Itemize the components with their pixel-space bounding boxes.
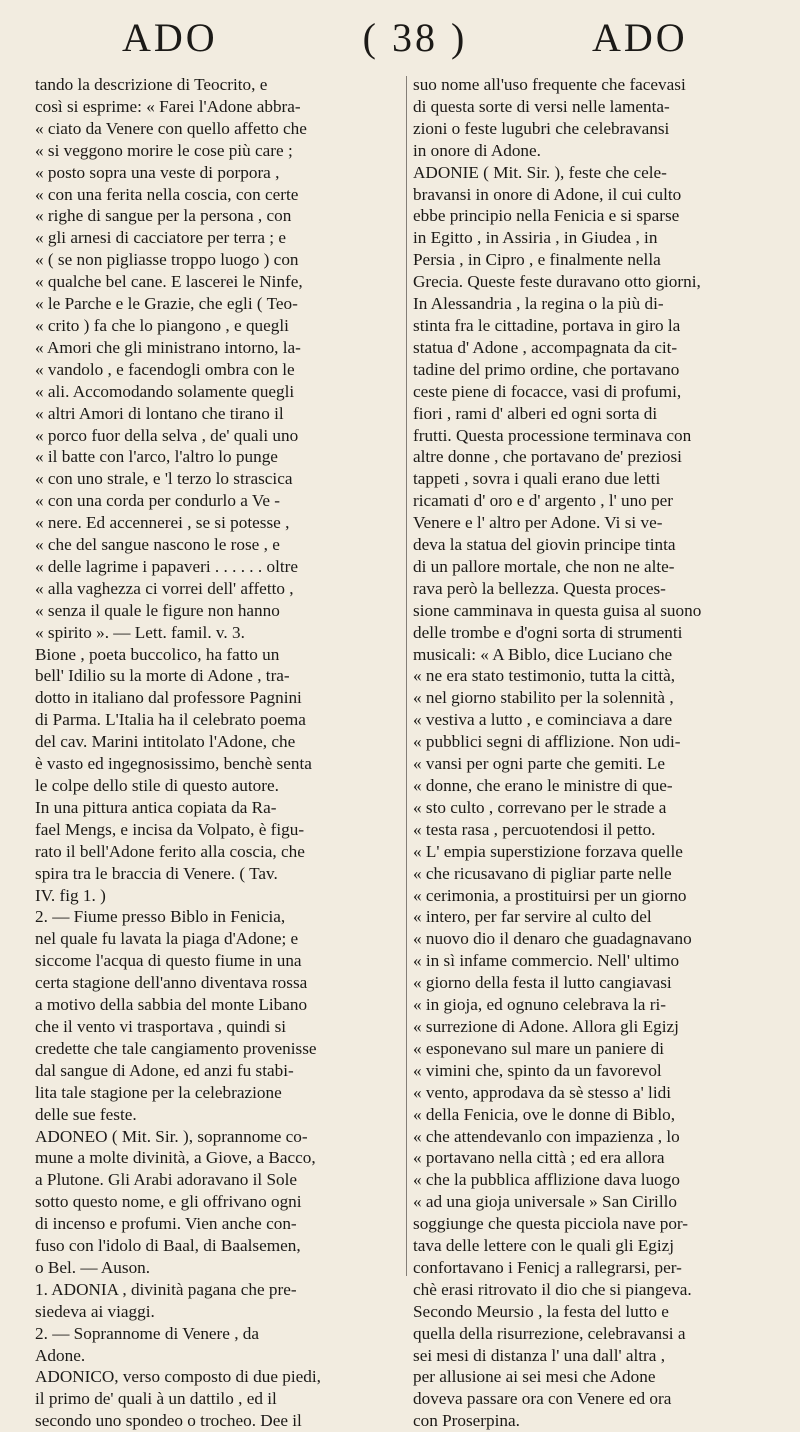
text-line: statua d' Adone , accompagnata da cit- — [413, 337, 678, 357]
text-line: il primo de' quali à un dattilo , ed il — [35, 1389, 277, 1409]
text-line: sotto questo nome, e gli offrivano ogni — [35, 1192, 302, 1212]
text-line: « nere. Ed accennerei , se si potesse , — [35, 513, 290, 533]
text-line: 1. ADONIA , divinità pagana che pre- — [35, 1279, 297, 1299]
text-line: « righe di sangue per la persona , con — [35, 206, 292, 226]
text-line: « pubblici segni di afflizione. Non udi- — [413, 732, 681, 752]
text-line: « ad una gioja universale » San Cirillo — [413, 1192, 677, 1212]
text-line: così si esprime: « Farei l'Adone abbra- — [35, 96, 301, 116]
text-line: mune a molte divinità, a Giove, a Bacco, — [35, 1148, 316, 1168]
text-line: musicali: « A Biblo, dice Luciano che — [413, 644, 673, 664]
text-line: « vimini che, spinto da un favorevol — [413, 1060, 662, 1080]
text-line: « intero, per far servire al culto del — [413, 907, 652, 927]
text-line: le colpe dello stile di questo autore. — [35, 776, 279, 795]
text-line: in Egitto , in Assiria , in Giudea , in — [413, 228, 658, 248]
text-line: « portavano nella città ; ed era allora — [413, 1148, 665, 1168]
text-line: con Proserpina. — [413, 1411, 520, 1431]
text-line: stinta fra le cittadine, portava in giro la — [413, 315, 681, 335]
text-line: « vestiva a lutto , e cominciava a dare — [413, 710, 673, 730]
text-line: « L' empia superstizione forzava quelle — [413, 841, 683, 861]
text-line: « vento, approdava da sè stesso a' lidi — [413, 1082, 671, 1102]
text-line: tando la descrizione di Teocrito, e — [35, 75, 268, 94]
paragraph-pittura — [35, 797, 403, 907]
paragraph-fiume — [35, 906, 403, 1125]
text-line: « ( se non pigliasse troppo luogo ) con — [35, 250, 299, 270]
text-line: « ali. Accomodando solamente quegli — [35, 381, 295, 401]
text-line: per allusione ai sei mesi che Adone — [413, 1367, 656, 1387]
text-line: « testa rasa , percuotendosi il petto. — [413, 819, 656, 839]
text-line: « alla vaghezza ci vorrei dell' affetto , — [35, 578, 294, 598]
text-line: « si veggono morire le cose più care ; — [35, 140, 293, 160]
quote-block-luciano — [413, 665, 781, 1213]
text-line: Adone. — [35, 1345, 86, 1365]
text-line: « con una corda per condurlo a Ve - — [35, 491, 280, 511]
text-line: ceste piene di focacce, vasi di profumi, — [413, 381, 682, 401]
text-line: Secondo Meursio , la festa del lutto e — [413, 1301, 669, 1321]
entry-adonia-2 — [35, 1323, 403, 1367]
text-line: 2. — Soprannome di Venere , da — [35, 1323, 260, 1343]
text-line: quella della risurrezione, celebravansi a — [413, 1323, 686, 1343]
quote-block-lettere — [35, 118, 403, 644]
text-line: fiori , rami d' alberi ed ogni sorta di — [413, 403, 658, 423]
text-line: tava delle lettere con le quali gli Egizj — [413, 1236, 675, 1256]
text-line: « sto culto , correvano per le strade a — [413, 797, 667, 817]
text-line: « porco fuor della selva , de' quali uno — [35, 425, 299, 445]
text-line: ADONICO, verso composto di due piedi, — [35, 1367, 321, 1387]
text-line: o Bel. — Auson. — [35, 1257, 151, 1277]
paragraph-teocrito — [35, 74, 403, 118]
text-line: credette che tale cangiamento provenisse — [35, 1038, 317, 1058]
text-line: « vandolo , e facendogli ombra con le — [35, 359, 295, 379]
text-line: « giorno della festa il lutto cangiavasi — [413, 973, 672, 993]
text-line: « che ricusavano di pigliar parte nelle — [413, 863, 672, 883]
entry-adonia-1 — [35, 1279, 403, 1323]
text-line: ADONEO ( Mit. Sir. ), soprannome co- — [35, 1126, 308, 1146]
text-line: a Plutone. Gli Arabi adoravano il Sole — [35, 1170, 298, 1190]
text-line: zioni o feste lugubri che celebravansi — [413, 118, 670, 138]
text-line: « che del sangue nascono le rose , e — [35, 535, 280, 555]
text-line: chè erasi ritrovato il dio che si piangeva. — [413, 1279, 692, 1299]
text-line: ADONIE ( Mit. Sir. ), feste che cele- — [413, 162, 667, 182]
text-line: Persia , in Cipro , e finalmente nella — [413, 250, 661, 270]
text-line: a motivo della sabbia del monte Libano — [35, 995, 308, 1015]
text-line: « donne, che erano le ministre di que- — [413, 776, 673, 795]
text-line: « ne era stato testimonio, tutta la città, — [413, 666, 676, 686]
text-line: rato il bell'Adone ferito alla coscia, che — [35, 841, 305, 861]
text-line: soggiunge che questa picciola nave por- — [413, 1214, 689, 1234]
text-line: di incenso e profumi. Vien anche con- — [35, 1214, 297, 1234]
text-line: « gli arnesi di cacciatore per terra ; e — [35, 228, 286, 248]
text-line: doveva passare ora con Venere ed ora — [413, 1389, 672, 1409]
running-head-left: ADO — [122, 15, 218, 60]
text-line: « che attendevanlo con impazienza , lo — [413, 1126, 680, 1146]
text-line: bell' Idilio su la morte di Adone , tra- — [35, 666, 290, 686]
text-line: « senza il quale le figure non hanno — [35, 600, 280, 620]
text-line: deva la statua del giovin principe tinta — [413, 535, 676, 555]
text-line: « in gioja, ed ognuno celebrava la ri- — [413, 995, 666, 1015]
left-column — [35, 74, 403, 1432]
right-column — [413, 74, 781, 1432]
text-line: « della Fenicia, ove le donne di Biblo, — [413, 1104, 676, 1124]
text-line: « le Parche e le Grazie, che egli ( Teo- — [35, 294, 298, 314]
text-line: siccome l'acqua di questo fiume in una — [35, 951, 302, 971]
text-line: lita tale stagione per la celebrazione — [35, 1082, 282, 1102]
paragraph-cirillo — [413, 1213, 781, 1432]
running-head-right: ADO — [592, 15, 688, 60]
text-line: confortavano i Fenicj a rallegrarsi, per- — [413, 1257, 682, 1277]
text-line: ebbe principio nella Fenicia e si sparse — [413, 206, 680, 226]
text-line: « nuovo dio il denaro che guadagnavano — [413, 929, 692, 949]
text-line: IV. fig 1. ) — [35, 885, 106, 905]
entry-adonico — [35, 1366, 403, 1432]
text-line: che il vento vi trasportava , quindi si — [35, 1016, 287, 1036]
text-line: di un pallore mortale, che non ne alte- — [413, 556, 675, 576]
text-line: « nel giorno stabilito per la solennità , — [413, 688, 674, 708]
text-line: « in sì infame commercio. Nell' ultimo — [413, 951, 680, 971]
text-line: « ciato da Venere con quello affetto che — [35, 118, 307, 138]
text-line: di Parma. L'Italia ha il celebrato poema — [35, 710, 306, 730]
text-line: « con uno strale, e 'l terzo lo strascica — [35, 469, 293, 489]
text-line: nel quale fu lavata la piaga d'Adone; e — [35, 929, 299, 949]
text-line: In Alessandria , la regina o la più di- — [413, 294, 664, 314]
text-line: Venere e l' altro per Adone. Vi si ve- — [413, 513, 663, 533]
column-divider — [406, 76, 407, 1276]
page-header — [0, 4, 800, 64]
text-line: In una pittura antica copiata da Ra- — [35, 797, 277, 817]
text-line: delle sue feste. — [35, 1104, 137, 1124]
text-line: Bione , poeta buccolico, ha fatto un — [35, 644, 280, 664]
text-line: « esponevano sul mare un paniere di — [413, 1038, 665, 1058]
text-line: « posto sopra una veste di porpora , — [35, 162, 280, 182]
text-line: certa stagione dell'anno diventava rossa — [35, 973, 308, 993]
text-line: delle trombe e d'ogni sorta di strumenti — [413, 622, 683, 642]
text-line: siedeva ai viaggi. — [35, 1301, 155, 1321]
text-line: sei mesi di distanza l' una dall' altra , — [413, 1345, 665, 1365]
text-line: « delle lagrime i papaveri . . . . . . oltre — [35, 556, 298, 576]
entry-adonie — [413, 162, 781, 666]
text-line: « spirito ». — Lett. famil. v. 3. — [35, 622, 245, 642]
text-line: « altri Amori di lontano che tirano il — [35, 403, 284, 423]
text-line: è vasto ed ingegnosissimo, benchè senta — [35, 754, 312, 774]
text-line: di questa sorte di versi nelle lamenta- — [413, 96, 670, 116]
text-line: « crito ) fa che lo piangono , e quegli — [35, 315, 289, 335]
text-line: spira tra le braccia di Venere. ( Tav. — [35, 863, 278, 883]
page-number: ( 38 ) — [362, 15, 468, 60]
text-line: 2. — Fiume presso Biblo in Fenicia, — [35, 907, 286, 927]
text-line: dotto in italiano dal professore Pagnini — [35, 688, 302, 708]
text-line: del cav. Marini intitolato l'Adone, che — [35, 732, 296, 752]
paragraph-adonico-cont — [413, 74, 781, 162]
text-line: bravansi in onore di Adone, il cui culto — [413, 184, 682, 204]
text-line: « il batte con l'arco, l'altro lo punge — [35, 447, 278, 467]
entry-adoneo — [35, 1126, 403, 1279]
text-line: in onore di Adone. — [413, 140, 541, 160]
text-line: « surrezione di Adone. Allora gli Egizj — [413, 1016, 679, 1036]
text-line: secondo uno spondeo o trocheo. Dee il — [35, 1411, 302, 1431]
text-line: frutti. Questa processione terminava con — [413, 425, 692, 445]
text-line: « cerimonia, a prostituirsi per un giorno — [413, 885, 687, 905]
text-line: tappeti , sovra i quali erano due letti — [413, 469, 661, 489]
text-line: dal sangue di Adone, ed anzi fu stabi- — [35, 1060, 294, 1080]
text-line: tadine del primo ordine, che portavano — [413, 359, 680, 379]
text-line: suo nome all'uso frequente che facevasi — [413, 75, 686, 94]
text-line: sione camminava in questa guisa al suono — [413, 600, 702, 620]
text-line: « vansi per ogni parte che gemiti. Le — [413, 754, 665, 774]
text-line: « che la pubblica afflizione dava luogo — [413, 1170, 680, 1190]
text-line: fuso con l'idolo di Baal, di Baalsemen, — [35, 1236, 301, 1256]
text-line: ricamati d' oro e d' argento , l' uno per — [413, 491, 674, 511]
text-line: altre donne , che portavano de' preziosi — [413, 447, 682, 467]
text-line: Grecia. Queste feste duravano otto giorni, — [413, 272, 701, 292]
text-line: « con una ferita nella coscia, con certe — [35, 184, 299, 204]
text-line: « Amori che gli ministrano intorno, la- — [35, 337, 301, 357]
text-line: « qualche bel cane. E lascerei le Ninfe, — [35, 272, 303, 292]
text-line: fael Mengs, e incisa da Volpato, è figu- — [35, 819, 305, 839]
text-line: rava però la bellezza. Questa proces- — [413, 578, 666, 598]
paragraph-bione — [35, 644, 403, 797]
